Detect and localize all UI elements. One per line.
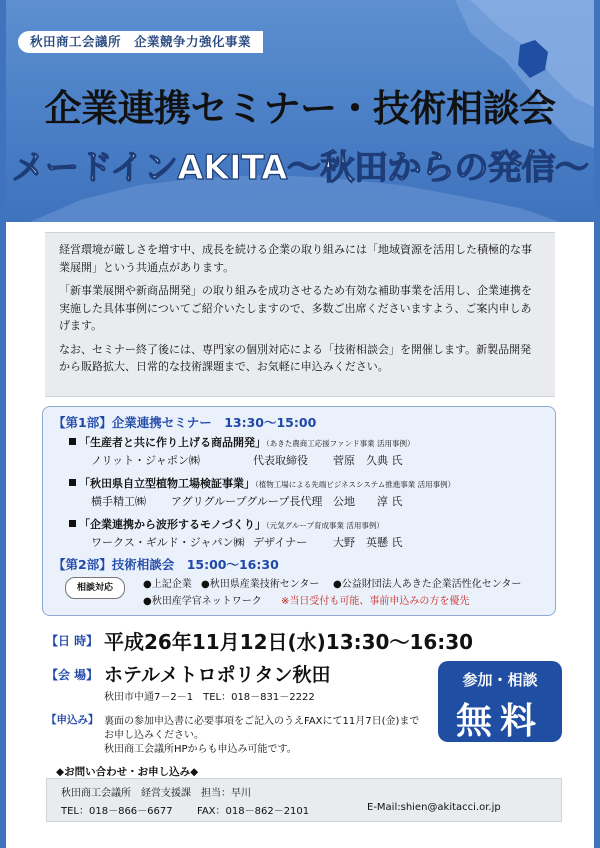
consult-note: ※当日受付も可能、事前申込みの方を優先	[281, 596, 470, 607]
item-note: （あきた農商工応援ファンド事業 活用事例）	[266, 439, 415, 448]
organizer-tag: 秋田商工会議所 企業競争力強化事業	[18, 31, 263, 53]
date-label: 【日 時】	[46, 634, 99, 648]
venue-name: ホテルメトロポリタン秋田	[104, 664, 331, 686]
contact-box	[46, 778, 562, 822]
left-border	[0, 0, 6, 848]
venue-address: 秋田市中通7－2－1 TEL：018－831－2222	[104, 692, 315, 703]
free-badge	[438, 661, 562, 742]
apply-text: お申し込みください。	[104, 730, 204, 741]
item-speaker: 大野 英懸 氏	[333, 536, 403, 549]
right-border	[594, 0, 600, 848]
intro-paragraph: なお、セミナー終了後には、専門家の個別対応による「技術相談会」を開催します。新製品開発から販路拡大、日常的な技術課題まで、お気軽に申込みください。	[59, 342, 532, 373]
item-note: （元気グループ育成事業 活用事例）	[265, 521, 384, 530]
item-role: 代表取締役	[253, 454, 308, 467]
bullet-icon	[69, 438, 76, 445]
apply-label: 【申込み】	[46, 714, 99, 726]
program-item	[69, 516, 384, 532]
item-role: デザイナー	[253, 536, 308, 549]
program-box	[42, 406, 556, 616]
item-company: ワークス・ギルド・ジャパン㈱	[91, 536, 245, 549]
page-title: 企業連携セミナー・技術相談会	[44, 87, 556, 130]
program-item	[69, 475, 455, 491]
badge-line1: 参加・相談	[462, 671, 538, 689]
venue-label: 【会 場】	[46, 668, 99, 682]
item-company: 横手精工㈱	[91, 495, 146, 508]
item-title: 「秋田県自立型植物工場検証事業」	[79, 477, 255, 490]
apply-text: 秋田商工会議所HPからも申込み可能です。	[104, 744, 297, 755]
part2-heading: 【第2部】技術相談会 15:00～16:30	[53, 557, 279, 572]
part1-heading: 【第1部】企業連携セミナー 13:30～15:00	[53, 415, 317, 430]
consult-item: ●秋田産学官ネットワーク	[143, 596, 262, 607]
badge-line2: 無料	[455, 701, 544, 742]
intro-box	[45, 232, 555, 397]
hero-banner	[0, 0, 600, 222]
item-company: ノリット・ジャポン㈱	[91, 454, 200, 467]
apply-text: 裏面の参加申込書に必要事項をご記入のうえFAXにて11月7日(金)まで	[104, 716, 420, 727]
item-speaker: 菅原 久典 氏	[333, 454, 403, 467]
consult-item: ●上記企業	[143, 579, 192, 590]
bullet-icon	[69, 520, 76, 527]
item-title: 「生産者と共に作り上げる商品開発」	[79, 436, 266, 449]
intro-paragraph: 「新事業展開や新商品開発」の取り組みを成功させるため有効な補助事業を活用し、企業連携を実施した具体事例についてご紹介いたしますので、多数ご出席くださいますよう、ご案内申しあげます。	[59, 284, 532, 332]
item-speaker: 公地 淳 氏	[333, 495, 403, 508]
program-item	[69, 434, 414, 450]
page-subtitle: メードインAKITA～秋田からの発信～	[11, 148, 589, 188]
consult-item: ●秋田県産業技術センター	[201, 579, 320, 590]
contact-tel: TEL：018－866－6677	[61, 806, 173, 817]
bullet-icon	[69, 479, 76, 486]
consult-label: 相談対応	[65, 577, 125, 599]
contact-org: 秋田商工会議所 経営支援課 担当：早川	[61, 788, 251, 799]
consult-item: ●公益財団法人あきた企業活性化センター	[333, 579, 522, 590]
item-title: 「企業連携から波形するモノづくり」	[79, 518, 266, 531]
intro-paragraph: 経営環境が厳しさを増す中、成長を続ける企業の取り組みには「地域資源を活用した積極的な事業展開」という共通点があります。	[59, 243, 532, 274]
contact-email[interactable]: E-Mail:shien@akitacci.or.jp	[367, 802, 501, 813]
item-role: アグリグループグループ長代理	[171, 495, 323, 508]
item-note: （植物工場による先端ビジネスシステム推進事業 活用事例）	[255, 480, 456, 489]
contact-fax: FAX：018－862－2101	[197, 806, 310, 817]
contact-heading: ◆お問い合わせ・お申し込み◆	[56, 766, 199, 778]
event-date: 平成26年11月12日(水)13:30～16:30	[104, 630, 474, 654]
